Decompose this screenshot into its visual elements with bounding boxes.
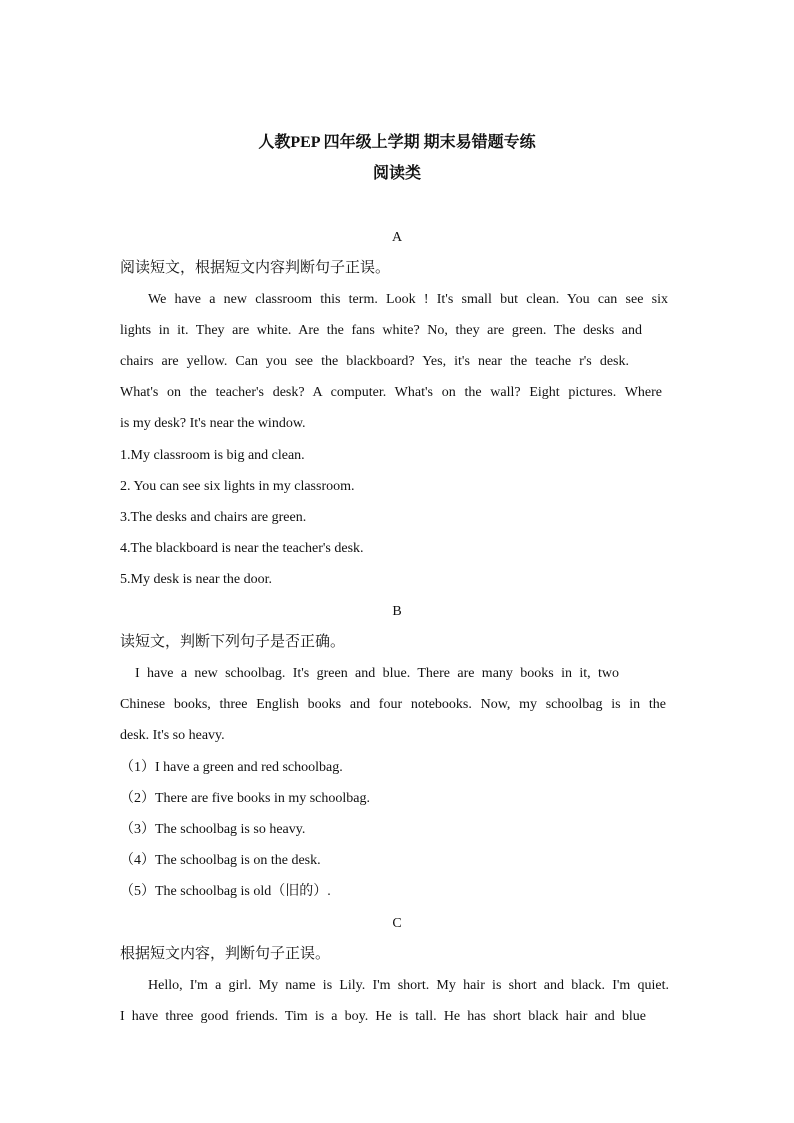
section-a-passage-line: What's on the teacher's desk? A computer. What's on the wall? Eight pictures. Where: [120, 385, 662, 400]
section-a-question: 5.My desk is near the door.: [120, 572, 273, 587]
section-a-letter: A: [391, 230, 403, 245]
section-c-instruction: 根据短文内容，判断句子正误。: [120, 946, 331, 962]
section-c-passage-line: Hello, I'm a girl. My name is Lily. I'm short. My hair is short and black. I'm quiet.: [148, 978, 669, 993]
section-a-question: 1.My classroom is big and clean.: [120, 448, 305, 463]
section-a-passage-line: chairs are yellow. Can you see the blackboard? Yes, it's near the teache r's desk.: [120, 354, 629, 369]
section-a-passage-line: We have a new classroom this term. Look ! It's small but clean. You can see six: [148, 292, 668, 307]
section-a-passage-line: is my desk? It's near the window.: [120, 416, 306, 431]
section-b-passage-line: I have a new schoolbag. It's green and blue. There are many books in it, two: [135, 666, 619, 681]
section-a-instruction: 阅读短文，根据短文内容判断句子正误。: [120, 260, 391, 276]
section-a-passage-line: lights in it. They are white. Are the fans white? No, they are green. The desks and: [120, 323, 642, 338]
section-b-question: （4）The schoolbag is on the desk.: [120, 853, 321, 868]
section-a-question: 2. You can see six lights in my classroom.: [120, 479, 355, 494]
document-title: 人教PEP 四年级上学期 期末易错题专练: [258, 134, 536, 151]
document-subtitle: 阅读类: [372, 165, 421, 182]
section-b-question: （2）There are five books in my schoolbag.: [120, 791, 370, 806]
section-b-letter: B: [392, 604, 402, 619]
section-b-passage-line: Chinese books, three English books and four notebooks. Now, my schoolbag is in the: [120, 697, 666, 712]
section-c-letter: C: [392, 916, 402, 931]
section-a-question: 3.The desks and chairs are green.: [120, 510, 307, 525]
section-a-question: 4.The blackboard is near the teacher's desk.: [120, 541, 364, 556]
section-b-passage-line: desk. It's so heavy.: [120, 728, 225, 743]
section-b-question: （5）The schoolbag is old（旧的）.: [120, 884, 331, 899]
section-b-question: （1）I have a green and red schoolbag.: [120, 760, 343, 775]
section-b-question: （3）The schoolbag is so heavy.: [120, 822, 306, 837]
section-c-passage-line: I have three good friends. Tim is a boy. He is tall. He has short black hair and blue: [120, 1009, 646, 1024]
section-b-instruction: 读短文，判断下列句子是否正确。: [120, 634, 346, 650]
